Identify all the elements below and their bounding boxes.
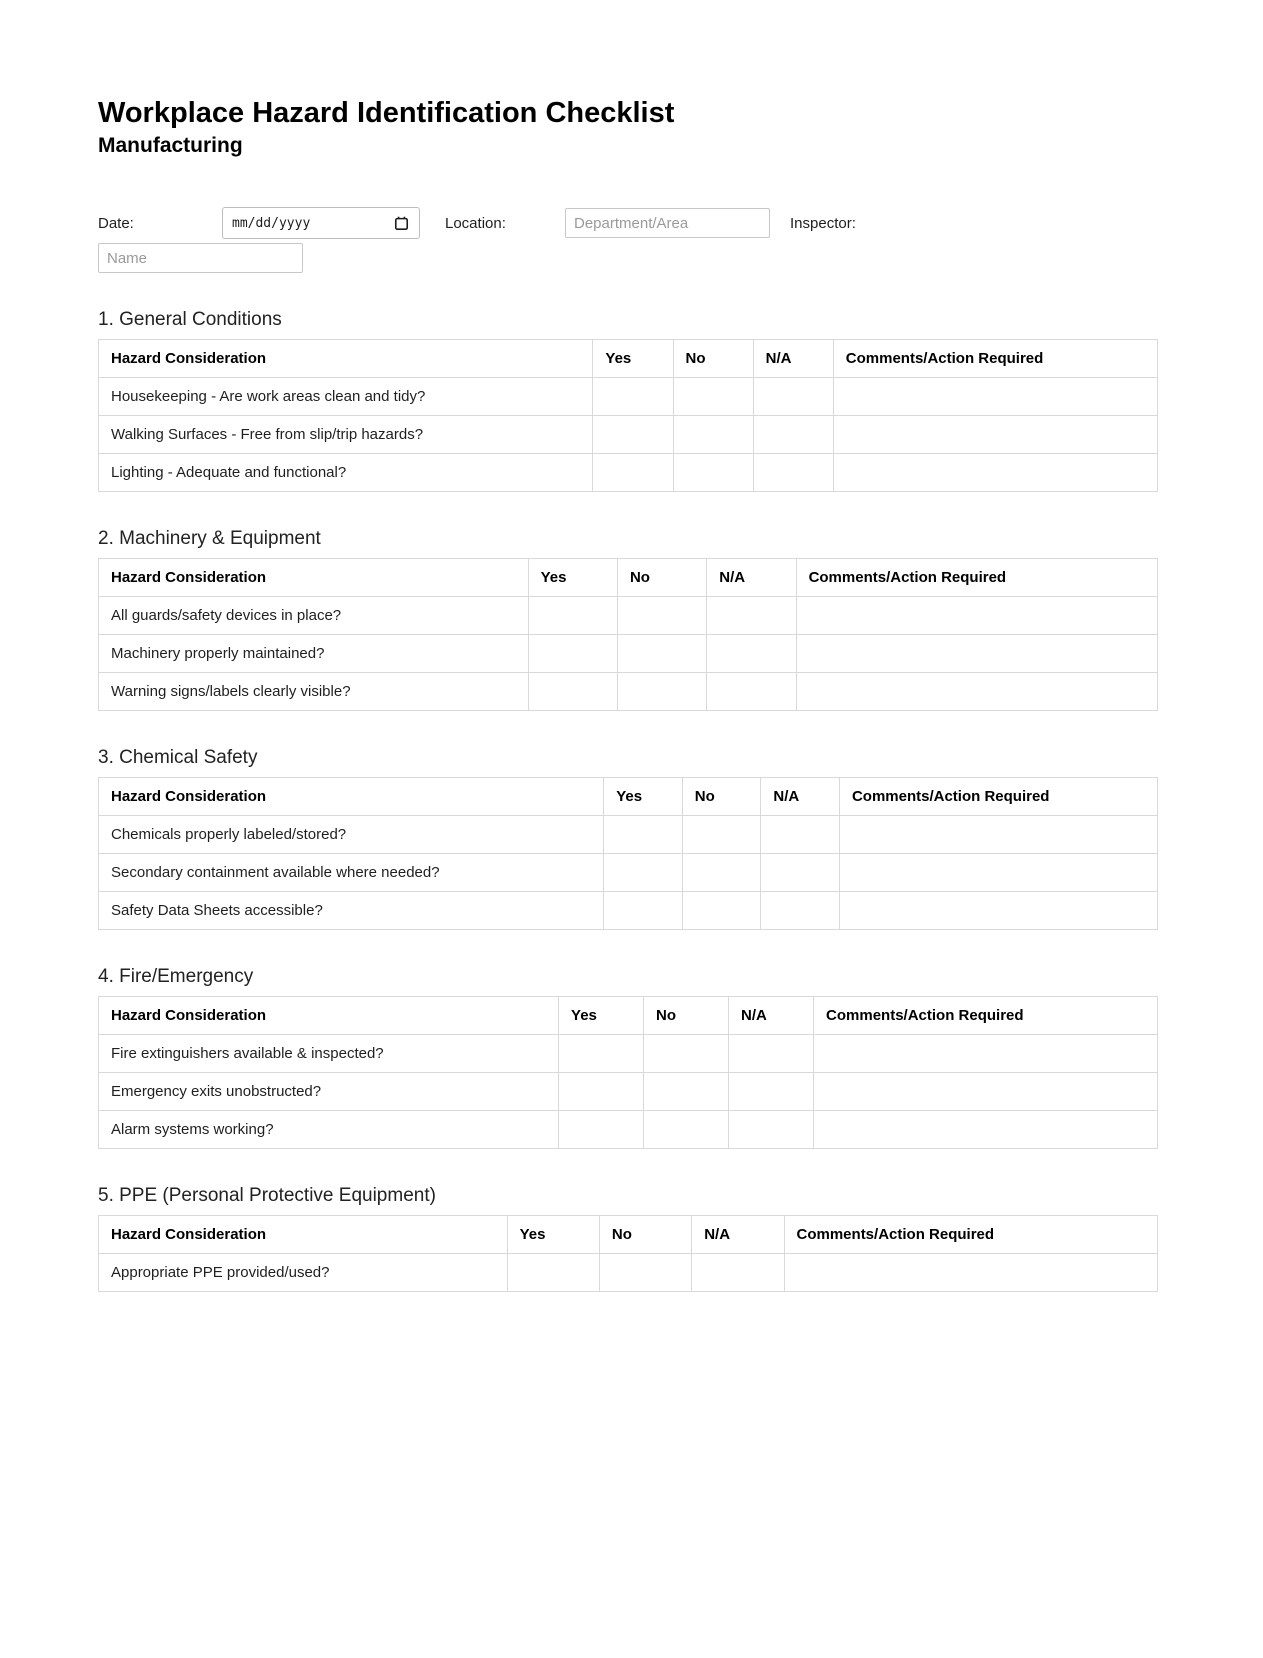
comments-cell xyxy=(796,673,1157,711)
yes-cell xyxy=(593,454,673,492)
comments-cell xyxy=(839,816,1157,854)
no-cell xyxy=(644,1035,729,1073)
table-row xyxy=(99,635,1158,673)
na-cell xyxy=(707,635,796,673)
no-cell xyxy=(673,416,753,454)
yes-cell xyxy=(507,1254,599,1292)
no-cell xyxy=(644,1111,729,1149)
section-heading: 2. Machinery & Equipment xyxy=(98,528,321,549)
hazard-table xyxy=(98,996,1158,1149)
hazard-cell: Secondary containment available where needed? xyxy=(99,854,604,892)
na-cell xyxy=(753,416,833,454)
na-cell xyxy=(707,673,796,711)
table-row xyxy=(99,892,1158,930)
no-cell xyxy=(682,892,761,930)
checklist-section xyxy=(98,747,1158,930)
na-cell xyxy=(761,816,840,854)
checklist-section xyxy=(98,966,1158,1149)
inspector-input[interactable] xyxy=(98,243,303,273)
form-meta-line1 xyxy=(98,207,1158,239)
column-header-yes: Yes xyxy=(507,1216,599,1254)
column-header-yes: Yes xyxy=(604,778,683,816)
column-header-hazard: Hazard Consideration xyxy=(99,997,559,1035)
column-header-yes: Yes xyxy=(559,997,644,1035)
table-header-row xyxy=(99,559,1158,597)
column-header-na: N/A xyxy=(707,559,796,597)
section-heading: 3. Chemical Safety xyxy=(98,747,258,768)
column-header-yes: Yes xyxy=(593,340,673,378)
calendar-icon[interactable] xyxy=(394,216,409,231)
table-row xyxy=(99,454,1158,492)
column-header-na: N/A xyxy=(692,1216,784,1254)
section-heading: 5. PPE (Personal Protective Equipment) xyxy=(98,1185,436,1206)
column-header-na: N/A xyxy=(753,340,833,378)
na-cell xyxy=(761,892,840,930)
table-row xyxy=(99,1111,1158,1149)
column-header-no: No xyxy=(673,340,753,378)
table-row xyxy=(99,378,1158,416)
column-header-comments: Comments/Action Required xyxy=(796,559,1157,597)
column-header-comments: Comments/Action Required xyxy=(833,340,1157,378)
table-row xyxy=(99,416,1158,454)
sections-container xyxy=(98,309,1158,1292)
hazard-cell: Alarm systems working? xyxy=(99,1111,559,1149)
table-header-row xyxy=(99,340,1158,378)
comments-cell xyxy=(814,1073,1158,1111)
yes-cell xyxy=(528,635,617,673)
table-row xyxy=(99,1254,1158,1292)
date-input[interactable] xyxy=(222,207,420,239)
column-header-hazard: Hazard Consideration xyxy=(99,778,604,816)
na-cell xyxy=(707,597,796,635)
date-label: Date: xyxy=(98,214,134,232)
yes-cell xyxy=(604,816,683,854)
yes-cell xyxy=(559,1073,644,1111)
na-cell xyxy=(761,854,840,892)
column-header-hazard: Hazard Consideration xyxy=(99,559,529,597)
comments-cell xyxy=(839,892,1157,930)
yes-cell xyxy=(559,1111,644,1149)
hazard-table xyxy=(98,339,1158,492)
no-cell xyxy=(673,454,753,492)
form-meta xyxy=(98,207,1158,273)
yes-cell xyxy=(593,416,673,454)
form-meta-line2 xyxy=(98,243,1158,273)
yes-cell xyxy=(559,1035,644,1073)
hazard-table xyxy=(98,777,1158,930)
comments-cell xyxy=(814,1111,1158,1149)
no-cell xyxy=(617,635,706,673)
yes-cell xyxy=(604,854,683,892)
page-title: Workplace Hazard Identification Checklist xyxy=(98,97,675,129)
hazard-table xyxy=(98,558,1158,711)
column-header-comments: Comments/Action Required xyxy=(839,778,1157,816)
hazard-cell: Walking Surfaces - Free from slip/trip hazards? xyxy=(99,416,593,454)
hazard-cell: Warning signs/labels clearly visible? xyxy=(99,673,529,711)
checklist-section xyxy=(98,1185,1158,1292)
yes-cell xyxy=(528,673,617,711)
checklist-section xyxy=(98,309,1158,492)
table-header-row xyxy=(99,778,1158,816)
column-header-comments: Comments/Action Required xyxy=(784,1216,1157,1254)
no-cell xyxy=(682,816,761,854)
checklist-section xyxy=(98,528,1158,711)
hazard-table xyxy=(98,1215,1158,1292)
na-cell xyxy=(729,1111,814,1149)
table-row xyxy=(99,1035,1158,1073)
column-header-no: No xyxy=(599,1216,691,1254)
hazard-cell: Fire extinguishers available & inspected? xyxy=(99,1035,559,1073)
column-header-na: N/A xyxy=(729,997,814,1035)
no-cell xyxy=(644,1073,729,1111)
hazard-cell: Appropriate PPE provided/used? xyxy=(99,1254,508,1292)
na-cell xyxy=(692,1254,784,1292)
column-header-hazard: Hazard Consideration xyxy=(99,340,593,378)
date-input-placeholder: mm/dd/yyyy xyxy=(232,215,311,231)
no-cell xyxy=(617,673,706,711)
column-header-no: No xyxy=(617,559,706,597)
hazard-cell: Lighting - Adequate and functional? xyxy=(99,454,593,492)
table-row xyxy=(99,816,1158,854)
hazard-cell: Chemicals properly labeled/stored? xyxy=(99,816,604,854)
no-cell xyxy=(682,854,761,892)
inspector-label: Inspector: xyxy=(790,214,856,232)
comments-cell xyxy=(833,378,1157,416)
comments-cell xyxy=(814,1035,1158,1073)
table-header-row xyxy=(99,1216,1158,1254)
column-header-no: No xyxy=(644,997,729,1035)
yes-cell xyxy=(528,597,617,635)
location-input[interactable] xyxy=(565,208,770,238)
table-row xyxy=(99,673,1158,711)
na-cell xyxy=(753,378,833,416)
comments-cell xyxy=(796,635,1157,673)
column-header-na: N/A xyxy=(761,778,840,816)
section-heading: 1. General Conditions xyxy=(98,309,282,330)
table-row xyxy=(99,1073,1158,1111)
column-header-hazard: Hazard Consideration xyxy=(99,1216,508,1254)
no-cell xyxy=(599,1254,691,1292)
location-label: Location: xyxy=(445,214,506,232)
yes-cell xyxy=(604,892,683,930)
table-header-row xyxy=(99,997,1158,1035)
comments-cell xyxy=(839,854,1157,892)
na-cell xyxy=(729,1073,814,1111)
na-cell xyxy=(753,454,833,492)
comments-cell xyxy=(833,416,1157,454)
comments-cell xyxy=(784,1254,1157,1292)
no-cell xyxy=(673,378,753,416)
section-heading: 4. Fire/Emergency xyxy=(98,966,254,987)
hazard-cell: Housekeeping - Are work areas clean and tidy? xyxy=(99,378,593,416)
hazard-cell: Safety Data Sheets accessible? xyxy=(99,892,604,930)
hazard-cell: Emergency exits unobstructed? xyxy=(99,1073,559,1111)
yes-cell xyxy=(593,378,673,416)
hazard-cell: All guards/safety devices in place? xyxy=(99,597,529,635)
hazard-cell: Machinery properly maintained? xyxy=(99,635,529,673)
column-header-comments: Comments/Action Required xyxy=(814,997,1158,1035)
comments-cell xyxy=(796,597,1157,635)
na-cell xyxy=(729,1035,814,1073)
table-row xyxy=(99,597,1158,635)
column-header-yes: Yes xyxy=(528,559,617,597)
column-header-no: No xyxy=(682,778,761,816)
no-cell xyxy=(617,597,706,635)
page-subtitle: Manufacturing xyxy=(98,134,243,157)
table-row xyxy=(99,854,1158,892)
comments-cell xyxy=(833,454,1157,492)
